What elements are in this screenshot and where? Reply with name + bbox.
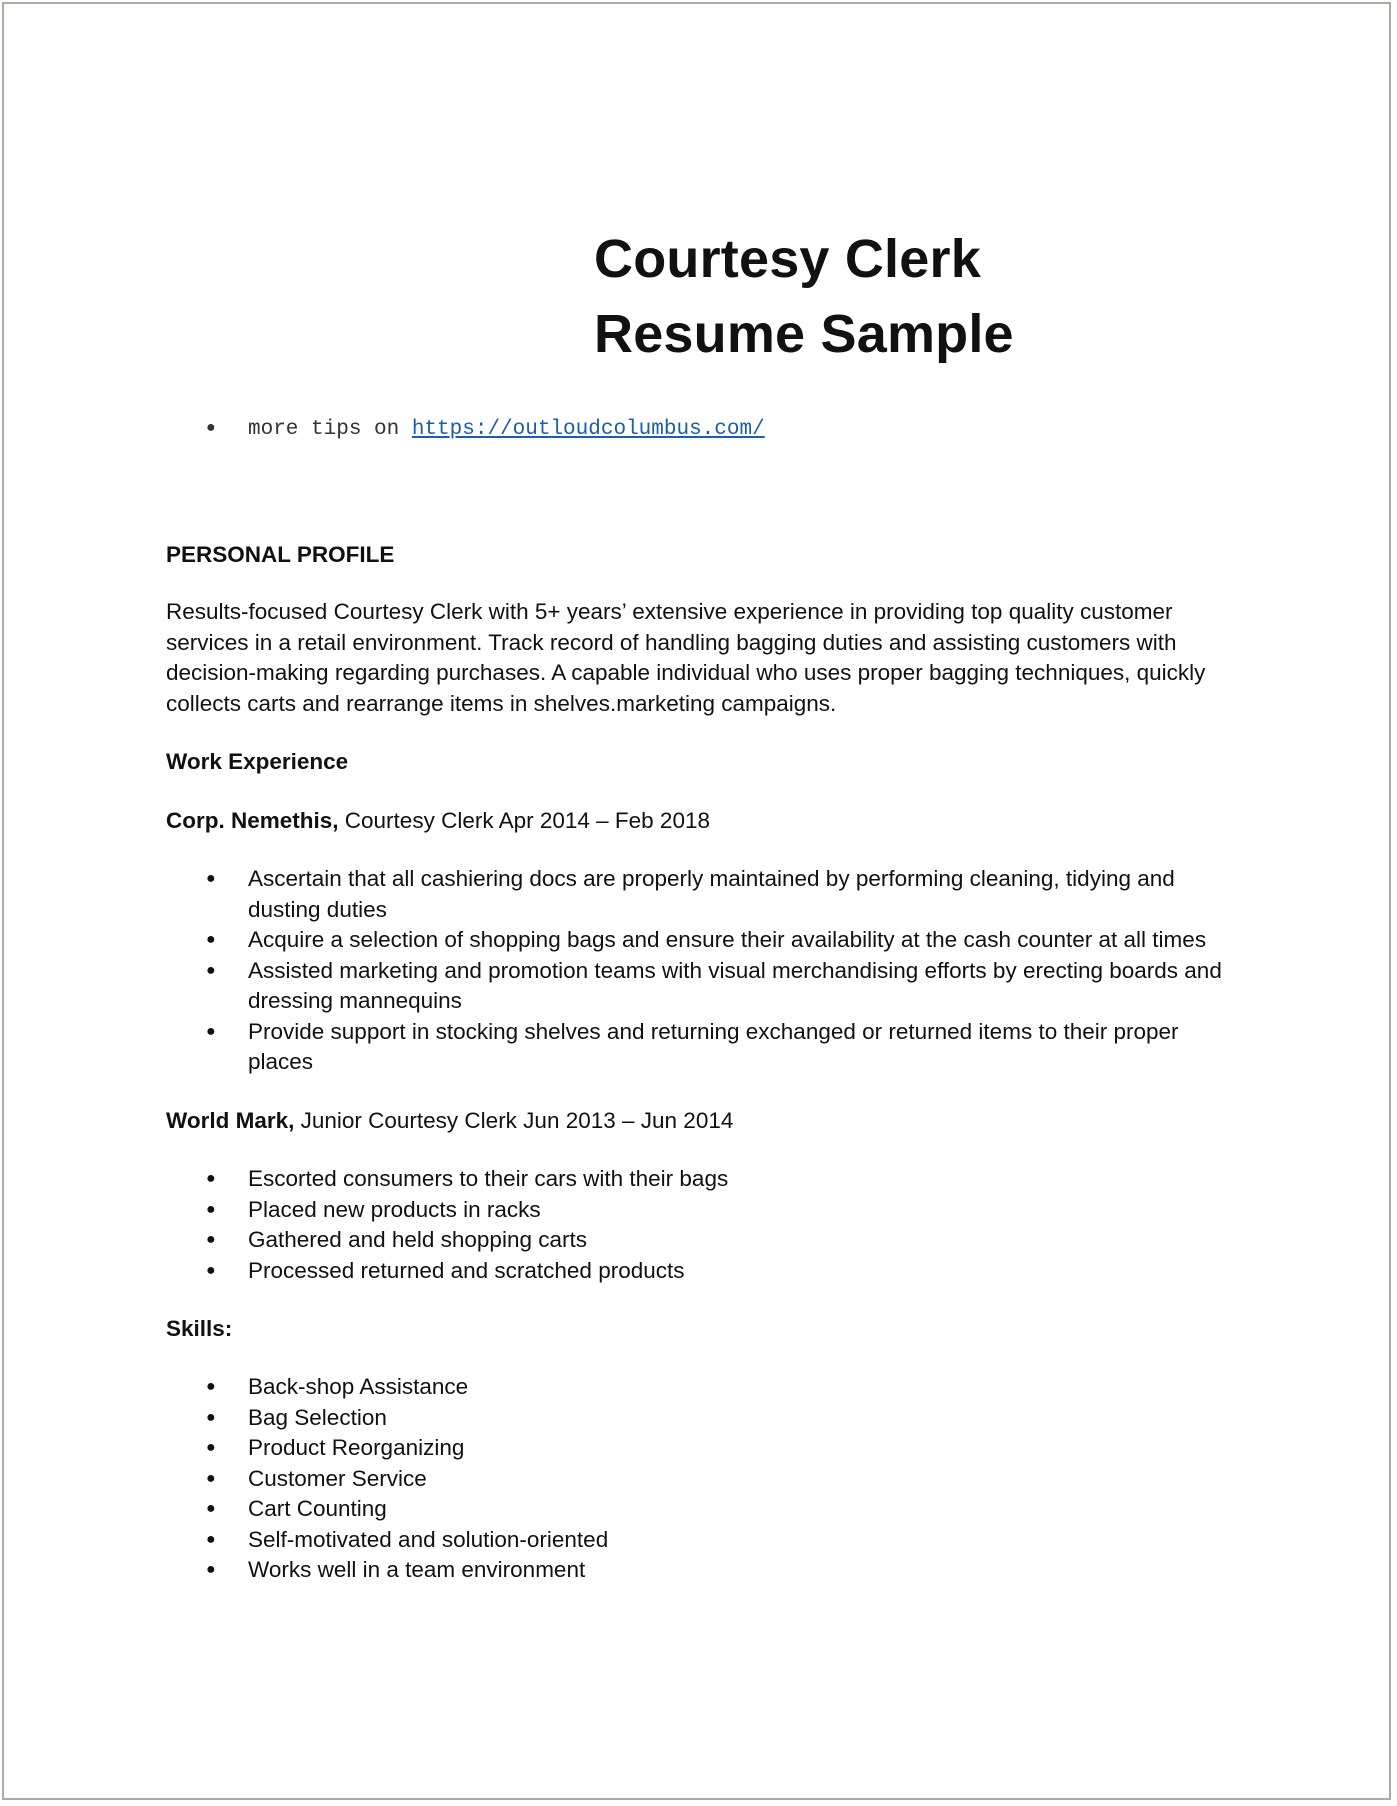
bullet-icon: ● [206, 1408, 216, 1426]
page-title [594, 222, 1014, 372]
bullet-icon: ● [206, 1170, 216, 1187]
tips-line [206, 418, 765, 441]
work-experience-heading: Work Experience [166, 749, 349, 774]
bullet-icon: ● [206, 1469, 216, 1487]
bullet-icon: ● [206, 1530, 216, 1548]
list-item: ● Gathered and held shopping carts [166, 1225, 1226, 1256]
list-item: ● Product Reorganizing [166, 1433, 1226, 1464]
list-item: ● Cart Counting [166, 1494, 1226, 1525]
job-role-1: Courtesy Clerk Apr 2014 – Feb 2018 [338, 808, 710, 833]
job-header-1 [166, 806, 710, 837]
bullet-icon: ● [206, 870, 216, 887]
tips-prefix: more tips on [248, 418, 412, 441]
job-company-2: World Mark, [166, 1108, 295, 1133]
bullet-icon: ● [206, 961, 216, 979]
bullet-icon: ● [206, 1022, 216, 1040]
bullet-icon: ● [206, 1378, 216, 1395]
job-company-1: Corp. Nemethis, [166, 808, 339, 833]
list-item: ● Processed returned and scratched products [166, 1256, 1226, 1287]
title-line-1: Courtesy Clerk [594, 229, 981, 289]
bullet-icon: ● [206, 931, 216, 948]
title-line-2: Resume Sample [594, 304, 1014, 364]
profile-text: Results-focused Courtesy Clerk with 5+ years’ extensive experience in providing top quality customer services in a retail environment. Track record of handling bagging duties and assisting customers with decision-making regarding purchases. A capable individual who uses proper bagging techniques, quickly collects carts and rearrange items in shelves.marketing campaigns. [166, 599, 1206, 716]
list-item: ● Acquire a selection of shopping bags and ensure their availability at the cash counter at all times [166, 925, 1226, 956]
list-item: ● Back-shop Assistance [166, 1372, 1226, 1403]
list-item: ● Bag Selection [166, 1403, 1226, 1434]
list-item: ● Escorted consumers to their cars with their bags [166, 1164, 1226, 1195]
list-item: ● Assisted marketing and promotion teams with visual merchandising efforts by erecting boards and dressing mannequins [206, 957, 1222, 1013]
list-item: ● Ascertain that all cashiering docs are properly maintained by performing cleaning, tidying and dusting duties [206, 866, 1175, 922]
tips-link[interactable]: https://outloudcolumbus.com/ [411, 418, 765, 441]
bullet-icon: ● [206, 1200, 216, 1218]
list-item: ● Provide support in stocking shelves and returning exchanged or returned items to their proper places [206, 1018, 1179, 1074]
list-item: ● Self-motivated and solution-oriented [166, 1525, 1226, 1556]
bullet-icon: ● [206, 419, 216, 436]
profile-heading: PERSONAL PROFILE [166, 542, 395, 567]
bullet-icon: ● [206, 1500, 216, 1517]
bullet-icon: ● [206, 1561, 216, 1578]
list-item: ● Placed new products in racks [166, 1195, 1226, 1226]
job-bullets-1 [166, 864, 1226, 1078]
bullet-icon: ● [206, 1231, 216, 1248]
skills-list [166, 1372, 1226, 1586]
bullet-icon: ● [206, 1439, 216, 1456]
list-item: ● Customer Service [166, 1464, 1226, 1495]
bullet-icon: ● [206, 1261, 216, 1279]
job-role-2: Junior Courtesy Clerk Jun 2013 – Jun 2014 [294, 1108, 734, 1133]
job-bullets-2 [166, 1164, 1226, 1286]
job-header-2 [166, 1106, 733, 1137]
list-item: ● Works well in a team environment [166, 1555, 1226, 1586]
skills-heading: Skills: [166, 1316, 233, 1341]
